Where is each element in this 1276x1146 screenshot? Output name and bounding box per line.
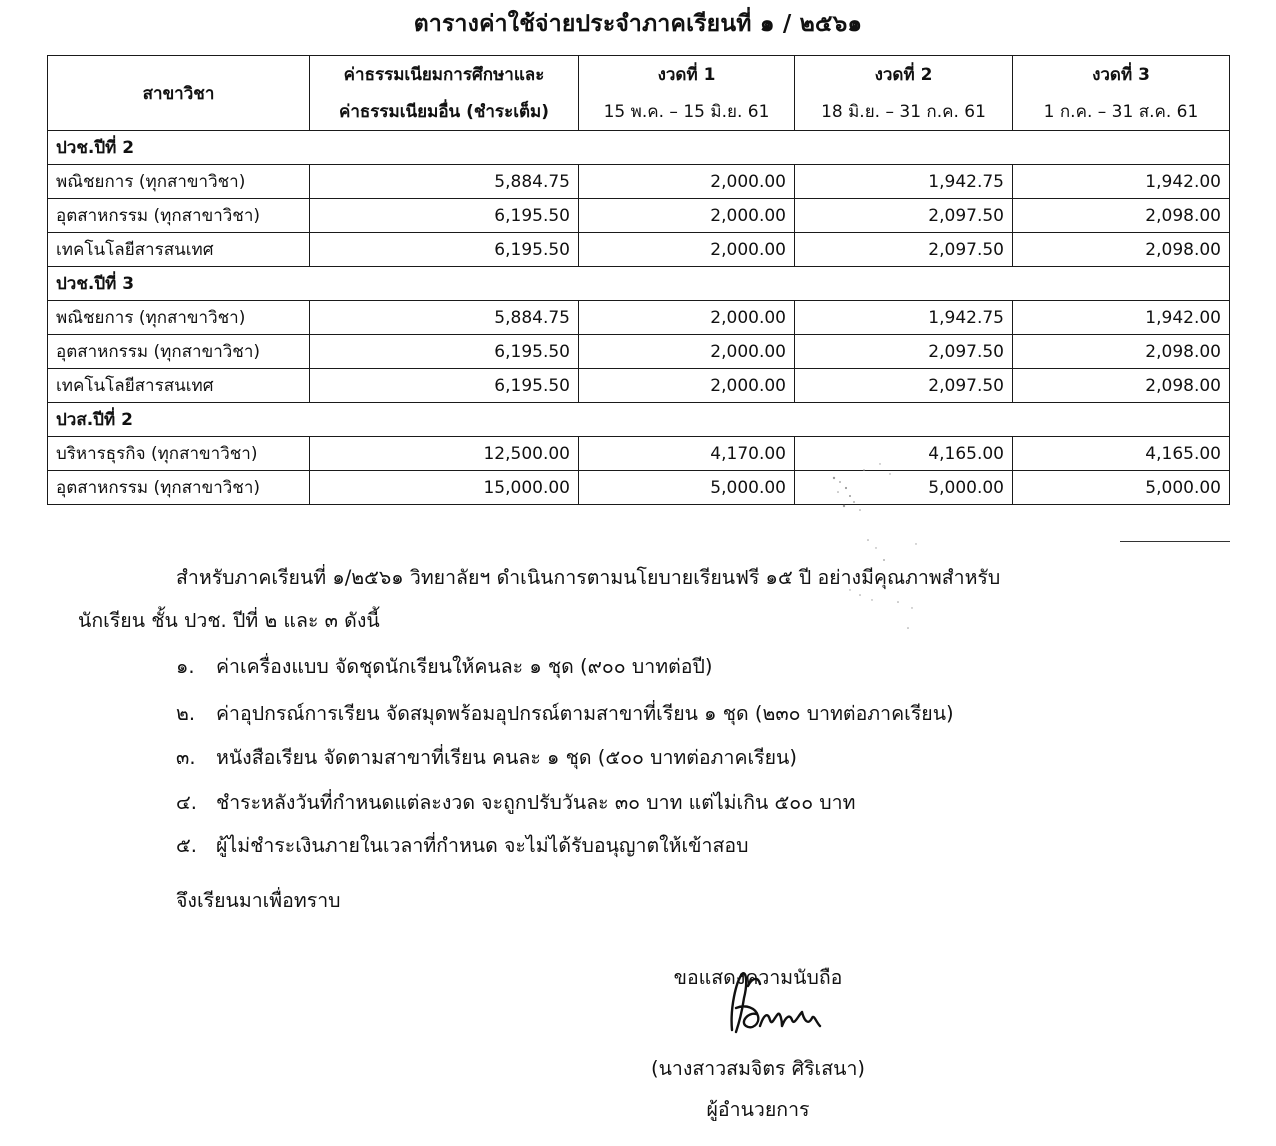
cell-installment-3: 1,942.00 bbox=[1013, 165, 1230, 199]
cell-installment-1: 2,000.00 bbox=[579, 335, 795, 369]
header-major-label: สาขาวิชา bbox=[142, 83, 215, 104]
cell-installment-3: 1,942.00 bbox=[1013, 301, 1230, 335]
closing-line: จึงเรียนมาเพื่อทราบ bbox=[176, 889, 341, 912]
header-full-fee-line1: ค่าธรรมเนียมการศึกษาและ bbox=[343, 65, 545, 85]
list-item bbox=[176, 698, 954, 729]
cell-full-fee: 6,195.50 bbox=[310, 369, 579, 403]
cell-major: อุตสาหกรรม (ทุกสาขาวิชา) bbox=[48, 471, 310, 505]
cell-major: พณิชยการ (ทุกสาขาวิชา) bbox=[48, 165, 310, 199]
notice-intro-line2: นักเรียน ชั้น ปวช. ปีที่ ๒ และ ๓ ดังนี้ bbox=[78, 609, 380, 632]
list-item-text: ชำระหลังวันที่กำหนดแต่ละงวด จะถูกปรับวันละ ๓๐ บาท แต่ไม่เกิน ๕๐๐ บาท bbox=[216, 791, 856, 814]
cell-major: เทคโนโลยีสารสนเทศ bbox=[48, 369, 310, 403]
cell-major: เทคโนโลยีสารสนเทศ bbox=[48, 233, 310, 267]
list-item-text: ผู้ไม่ชำระเงินภายในเวลาที่กำหนด จะไม่ได้รับอนุญาตให้เข้าสอบ bbox=[216, 834, 749, 857]
cell-full-fee: 5,884.75 bbox=[310, 301, 579, 335]
list-item-text: ค่าอุปกรณ์การเรียน จัดสมุดพร้อมอุปกรณ์ตามสาขาที่เรียน ๑ ชุด (๒๓๐ บาทต่อภาคเรียน) bbox=[216, 702, 954, 725]
header-installment-1-label: งวดที่ 1 bbox=[657, 65, 716, 85]
list-item-text: หนังสือเรียน จัดตามสาขาที่เรียน คนละ ๑ ชุด (๕๐๐ บาทต่อภาคเรียน) bbox=[216, 746, 797, 769]
table-row bbox=[48, 471, 1230, 505]
cell-installment-2: 4,165.00 bbox=[795, 437, 1013, 471]
group-row bbox=[48, 267, 1230, 301]
list-item bbox=[176, 651, 712, 682]
cell-major: อุตสาหกรรม (ทุกสาขาวิชา) bbox=[48, 199, 310, 233]
cell-installment-2: 2,097.50 bbox=[795, 335, 1013, 369]
cell-installment-2: 2,097.50 bbox=[795, 369, 1013, 403]
cell-major: บริหารธุรกิจ (ทุกสาขาวิชา) bbox=[48, 437, 310, 471]
group-label: ปวส.ปีที่ 2 bbox=[48, 403, 1230, 437]
cell-installment-1: 2,000.00 bbox=[579, 165, 795, 199]
cell-installment-2: 5,000.00 bbox=[795, 471, 1013, 505]
header-installment-3-dates: 1 ก.ค. – 31 ส.ค. 61 bbox=[1043, 102, 1199, 122]
table-row bbox=[48, 335, 1230, 369]
header-installment-3-label: งวดที่ 3 bbox=[1092, 65, 1150, 85]
group-row bbox=[48, 403, 1230, 437]
list-item bbox=[176, 830, 748, 861]
cell-installment-1: 2,000.00 bbox=[579, 301, 795, 335]
header-installment-2 bbox=[795, 56, 1013, 131]
table-row bbox=[48, 165, 1230, 199]
cell-installment-1: 2,000.00 bbox=[579, 233, 795, 267]
regards-line: ขอแสดงความนับถือ bbox=[673, 966, 843, 989]
header-full-fee-line2: ค่าธรรมเนียมอื่น (ชำระเต็ม) bbox=[338, 102, 550, 122]
cell-full-fee: 6,195.50 bbox=[310, 335, 579, 369]
cell-installment-2: 1,942.75 bbox=[795, 301, 1013, 335]
cell-installment-3: 2,098.00 bbox=[1013, 199, 1230, 233]
list-item-number: ๔. bbox=[176, 791, 197, 814]
scan-rule-line bbox=[1120, 541, 1230, 542]
cell-installment-1: 4,170.00 bbox=[579, 437, 795, 471]
table-row bbox=[48, 301, 1230, 335]
cell-installment-3: 5,000.00 bbox=[1013, 471, 1230, 505]
list-item-number: ๓. bbox=[176, 746, 196, 769]
notice-intro-line1: สำหรับภาคเรียนที่ ๑/๒๕๖๑ วิทยาลัยฯ ดำเนินการตามนโยบายเรียนฟรี ๑๕ ปี อย่างมีคุณภาพสำหรับ bbox=[176, 566, 1001, 589]
header-installment-2-label: งวดที่ 2 bbox=[874, 65, 933, 85]
table-row bbox=[48, 233, 1230, 267]
group-label: ปวช.ปีที่ 3 bbox=[48, 267, 1230, 301]
cell-installment-1: 5,000.00 bbox=[579, 471, 795, 505]
list-item bbox=[176, 742, 797, 773]
cell-installment-2: 1,942.75 bbox=[795, 165, 1013, 199]
table-row bbox=[48, 437, 1230, 471]
cell-installment-2: 2,097.50 bbox=[795, 199, 1013, 233]
list-item bbox=[176, 787, 855, 818]
list-item-number: ๑. bbox=[176, 655, 195, 678]
cell-installment-1: 2,000.00 bbox=[579, 199, 795, 233]
table-row bbox=[48, 199, 1230, 233]
fee-table bbox=[47, 55, 1230, 505]
cell-installment-3: 2,098.00 bbox=[1013, 369, 1230, 403]
cell-full-fee: 6,195.50 bbox=[310, 199, 579, 233]
cell-installment-3: 2,098.00 bbox=[1013, 233, 1230, 267]
cell-installment-3: 2,098.00 bbox=[1013, 335, 1230, 369]
table-header-row bbox=[48, 56, 1230, 131]
signatory-position: ผู้อำนวยการ bbox=[706, 1098, 810, 1121]
list-item-number: ๕. bbox=[176, 834, 197, 857]
cell-full-fee: 6,195.50 bbox=[310, 233, 579, 267]
header-installment-1-dates: 15 พ.ค. – 15 มิ.ย. 61 bbox=[603, 102, 770, 122]
header-full-fee bbox=[310, 56, 579, 131]
cell-full-fee: 5,884.75 bbox=[310, 165, 579, 199]
cell-installment-3: 4,165.00 bbox=[1013, 437, 1230, 471]
signatory-name: (นางสาวสมจิตร ศิริเสนา) bbox=[650, 1057, 866, 1080]
header-installment-3 bbox=[1013, 56, 1230, 131]
group-row bbox=[48, 131, 1230, 165]
header-major bbox=[48, 56, 310, 131]
cell-major: พณิชยการ (ทุกสาขาวิชา) bbox=[48, 301, 310, 335]
cell-installment-1: 2,000.00 bbox=[579, 369, 795, 403]
list-item-number: ๒. bbox=[176, 702, 196, 725]
cell-full-fee: 12,500.00 bbox=[310, 437, 579, 471]
document-title: ตารางค่าใช้จ่ายประจำภาคเรียนที่ ๑ / ๒๕๖๑ bbox=[413, 11, 863, 37]
cell-major: อุตสาหกรรม (ทุกสาขาวิชา) bbox=[48, 335, 310, 369]
handwritten-signature bbox=[712, 968, 828, 1042]
header-installment-2-dates: 18 มิ.ย. – 31 ก.ค. 61 bbox=[821, 102, 986, 122]
cell-installment-2: 2,097.50 bbox=[795, 233, 1013, 267]
cell-full-fee: 15,000.00 bbox=[310, 471, 579, 505]
group-label: ปวช.ปีที่ 2 bbox=[48, 131, 1230, 165]
list-item-text: ค่าเครื่องแบบ จัดชุดนักเรียนให้คนละ ๑ ชุด (๙๐๐ บาทต่อปี) bbox=[216, 655, 713, 678]
header-installment-1 bbox=[579, 56, 795, 131]
table-row bbox=[48, 369, 1230, 403]
